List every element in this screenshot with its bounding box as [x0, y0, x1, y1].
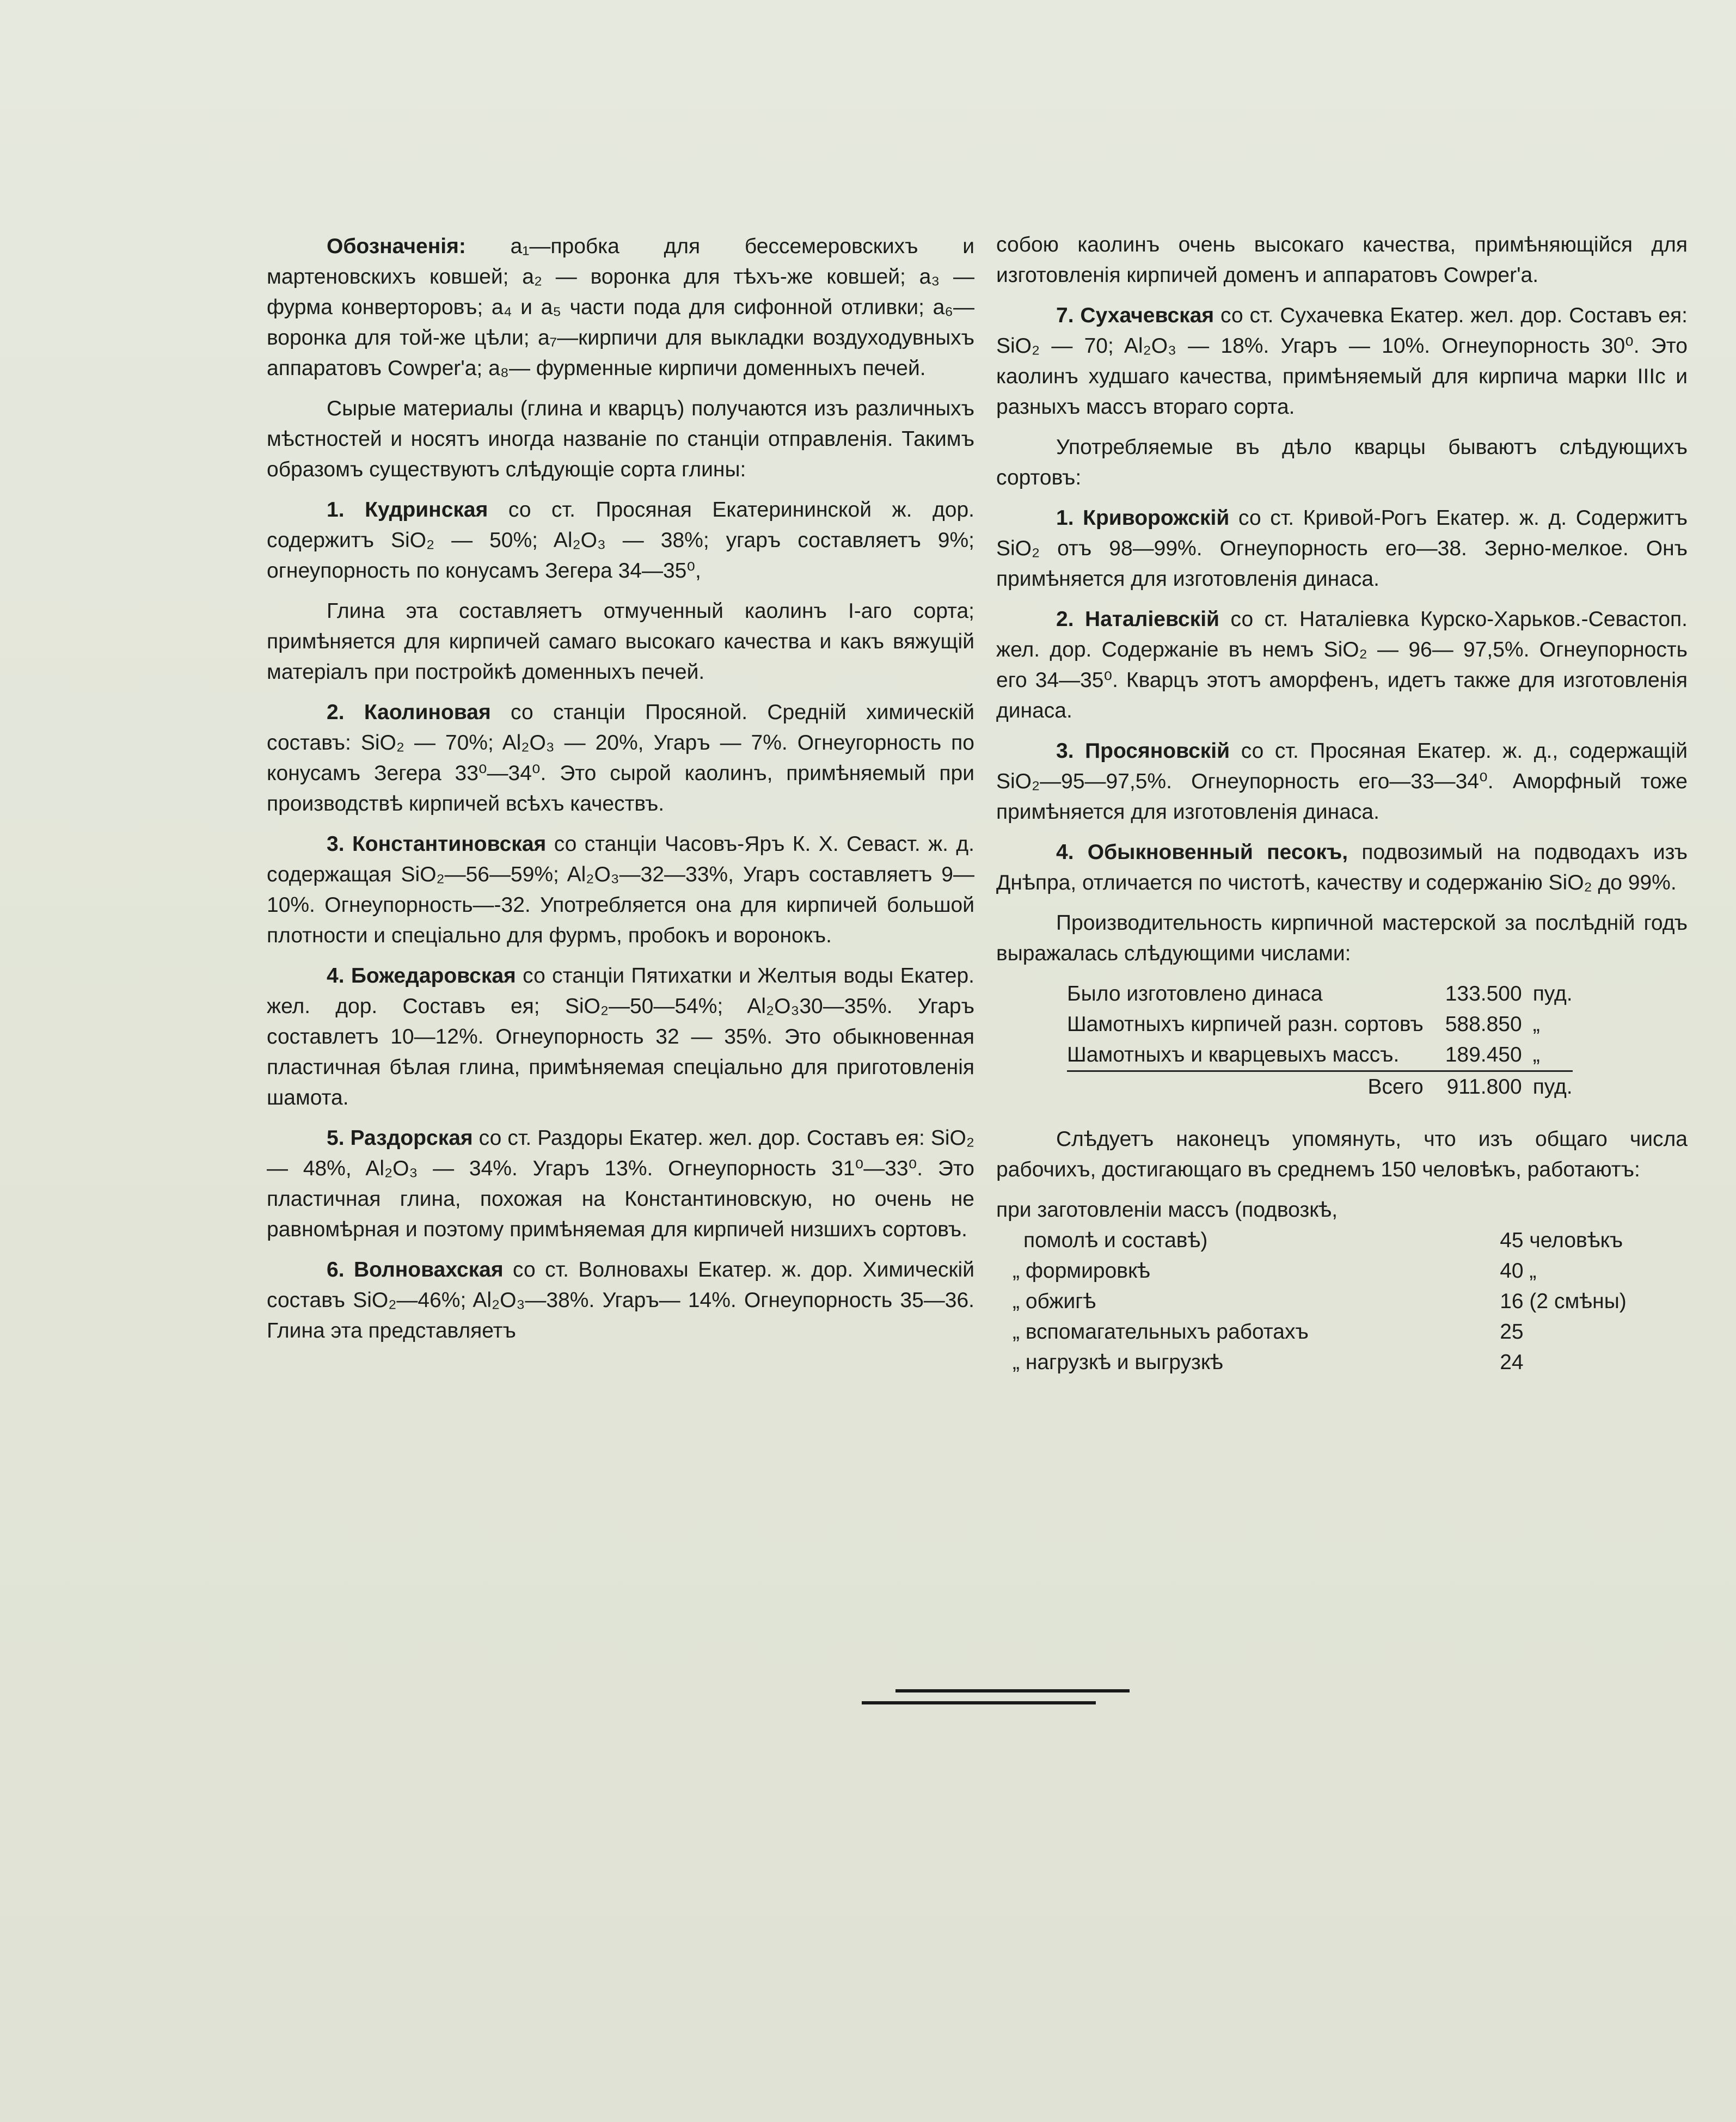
clay-1-note: Глина эта составляетъ отмученный каолинъ I-аго сорта; примѣняется для кирпичей самаго высокаго качества и какъ вяжущій матеріалъ при постройкѣ доменныхъ печей. — [267, 599, 974, 684]
quartz-4-name: Обыкновенный песокъ, — [1087, 841, 1348, 864]
section-divider-bottom — [862, 1701, 1096, 1704]
production-intro: Производительность кирпичной мастерской за послѣдній годъ выражалась слѣдующими числами: — [996, 911, 1688, 965]
quartz-intro: Употребляемые въ дѣло кварцы бываютъ слѣдующихъ сортовъ: — [996, 436, 1688, 489]
production-table — [1067, 979, 1573, 1102]
production-row: Шамотныхъ и кварцевыхъ массъ. 189.450 „ — [1067, 1043, 1540, 1066]
clay-7: 7. Сухачевская со ст. Сухачевка Екатер. жел. дор. Составъ ея: SiO₂ — 70; Al₂O₃ — 18%. Угаръ — 10%. Огнеупорность 30⁰. Это каолинъ худшаго качества, примѣняемый для кирпича марки IIIс и разныхъ массъ втораго сорта. — [996, 304, 1688, 419]
legend-paragraph — [267, 231, 974, 384]
legend-text: a₁—пробка для бессемеровскихъ и мартеновскихъ ковшей; a₂ — воронка для тѣхъ-же ковшей; a₃ — фурма конверторовъ; a₄ и a₅ части пода для сифонной отливки; a₆—воронка для той-же цѣли; a₇—кирпичи для выкладки воздуходувныхъ аппаратовъ Cowper'a; a₈— фурменные кирпичи доменныхъ печей. — [267, 235, 974, 380]
clay-4: 4. Божедаровская со станціи Пятихатки и Желтыя воды Екатер. жел. дор. Составъ ея; SiO₂—50—54%; Al₂O₃30—35%. Угаръ составлетъ 10—12%. Огнеупорность 32 — 35%. Это обыкновенная пластичная бѣлая глина, примѣняемая спеціально для приготовленія шамота. — [267, 964, 975, 1109]
clay-6-name: Волновахская — [353, 1258, 504, 1281]
clay-1-name: Кудринская — [365, 498, 488, 522]
workers-row: „ обжигѣ 16 (2 смѣны) — [1013, 1290, 1627, 1313]
production-row: Было изготовлено динаса 133.500 пуд. — [1067, 982, 1573, 1005]
workers-row: помолѣ и составѣ) 45 человѣкъ — [1023, 1229, 1623, 1252]
clay-3-name: Константиновская — [352, 832, 547, 856]
quartz-4: 4. Обыкновенный песокъ, подвозимый на подводахъ изъ Днѣпра, отличается по чистотѣ, качеству и содержанію SiO₂ до 99%. — [996, 841, 1688, 894]
clay-5: 5. Раздорская со ст. Раздоры Екатер. жел. дор. Составъ ея: SiO₂ — 48%, Al₂O₃ — 34%. Угаръ 13%. Огнеупорность 31⁰—33⁰. Это пластичная глина, похожая на Константиновскую, но очень не равномѣрная и поэтому примѣняемая для кирпичей низшихъ сортовъ. — [267, 1126, 974, 1241]
section-divider-top — [895, 1689, 1130, 1692]
production-row: Шамотныхъ кирпичей разн. сортовъ 588.850 „ — [1067, 1013, 1540, 1036]
production-total-row: Всего 911.800 пуд. — [1067, 1071, 1573, 1103]
materials-intro: Сырые материалы (глина и кварцъ) получаются изъ различныхъ мѣстностей и носятъ иногда названіе по станціи отправленія. Такимъ образомъ существуютъ слѣдующіе сорта глины: — [267, 397, 974, 481]
clay-3: 3. Константиновская со станціи Часовъ-Яръ К. Х. Севаст. ж. д. содержащая SiO₂—56—59%; Al₂O₃—32—33%, Угаръ составляетъ 9—10%. Огнеупорность—-32. Употребляется она для кирпичей большой плотности и спеціально для фурмъ, пробокъ и воронокъ. — [267, 832, 974, 947]
quartz-3-name: Просяновскій — [1085, 739, 1230, 763]
left-column — [267, 231, 974, 1356]
quartz-1-name: Криворожскій — [1083, 506, 1230, 530]
workers-table — [996, 1195, 1688, 1378]
quartz-2: 2. Наталіевскій со ст. Наталіевка Курско-Харьков.-Севастоп. жел. дор. Содержаніе въ немъ SiO₂ — 96— 97,5%. Огнеупорность его 34—35⁰. Кварцъ этотъ аморфенъ, идетъ также для изготовленія динаса. — [996, 608, 1688, 722]
right-column — [996, 230, 1688, 1378]
clay-6: 6. Волновахская со ст. Волновахы Екатер. ж. дор. Химическій составъ SiO₂—46%; Al₂O₃—38%. Угаръ— 14%. Огнеупорность 35—36. Глина эта представляетъ — [267, 1258, 974, 1342]
workers-intro: Слѣдуетъ наконецъ упомянуть, что изъ общаго числа рабочихъ, достигающаго въ среднемъ 150 человѣкъ, работаютъ: — [996, 1127, 1688, 1181]
quartz-2-name: Наталіевскій — [1085, 608, 1219, 631]
clay-2-name: Каолиновая — [364, 701, 491, 724]
clay-2: 2. Каолиновая со станціи Просяной. Средній химическій составъ: SiO₂ — 70%; Al₂O₃ — 20%, Угаръ — 7%. Огнеугорность по конусамъ Зегера 33⁰—34⁰. Это сырой каолинъ, примѣняемый при производствѣ кирпичей всѣхъ качествъ. — [267, 701, 975, 815]
workers-row: при заготовленіи массъ (подвозкѣ, — [996, 1198, 1338, 1222]
workers-row: „ формировкѣ 40 „ — [1013, 1259, 1537, 1283]
clay-7-name: Сухачевская — [1080, 304, 1214, 327]
clay-1: 1. Кудринская со ст. Просяная Екатерининской ж. дор. содержитъ SiO₂ — 50%; Al₂O₃ — 38%; угаръ составляетъ 9%; огнеупорность по конусамъ Зегера 34—35⁰, — [267, 498, 974, 582]
quartz-3: 3. Просяновскій со ст. Просяная Екатер. ж. д., содержащій SiO₂—95—97,5%. Огнеупорность его—33—34⁰. Аморфный тоже примѣняется для изготовленія динаса. — [996, 739, 1688, 824]
clay-5-name: Раздорская — [350, 1126, 473, 1150]
workers-row: „ вспомагательныхъ работахъ 25 — [1013, 1320, 1524, 1344]
quartz-1: 1. Криворожскій со ст. Кривой-Рогъ Екатер. ж. д. Содержитъ SiO₂ отъ 98—99%. Огнеупорность его—38. Зерно-мелкое. Онъ примѣняется для изготовленія динаса. — [996, 506, 1688, 591]
legend-label: Обозначенія: — [327, 235, 466, 258]
clay-6-continued: собою каолинъ очень высокаго качества, примѣняющійся для изготовленія кирпичей доменъ и аппаратовъ Cowper'a. — [996, 233, 1688, 287]
workers-row: „ нагрузкѣ и выгрузкѣ 24 — [1013, 1351, 1524, 1374]
clay-4-name: Божедаровская — [351, 964, 516, 988]
